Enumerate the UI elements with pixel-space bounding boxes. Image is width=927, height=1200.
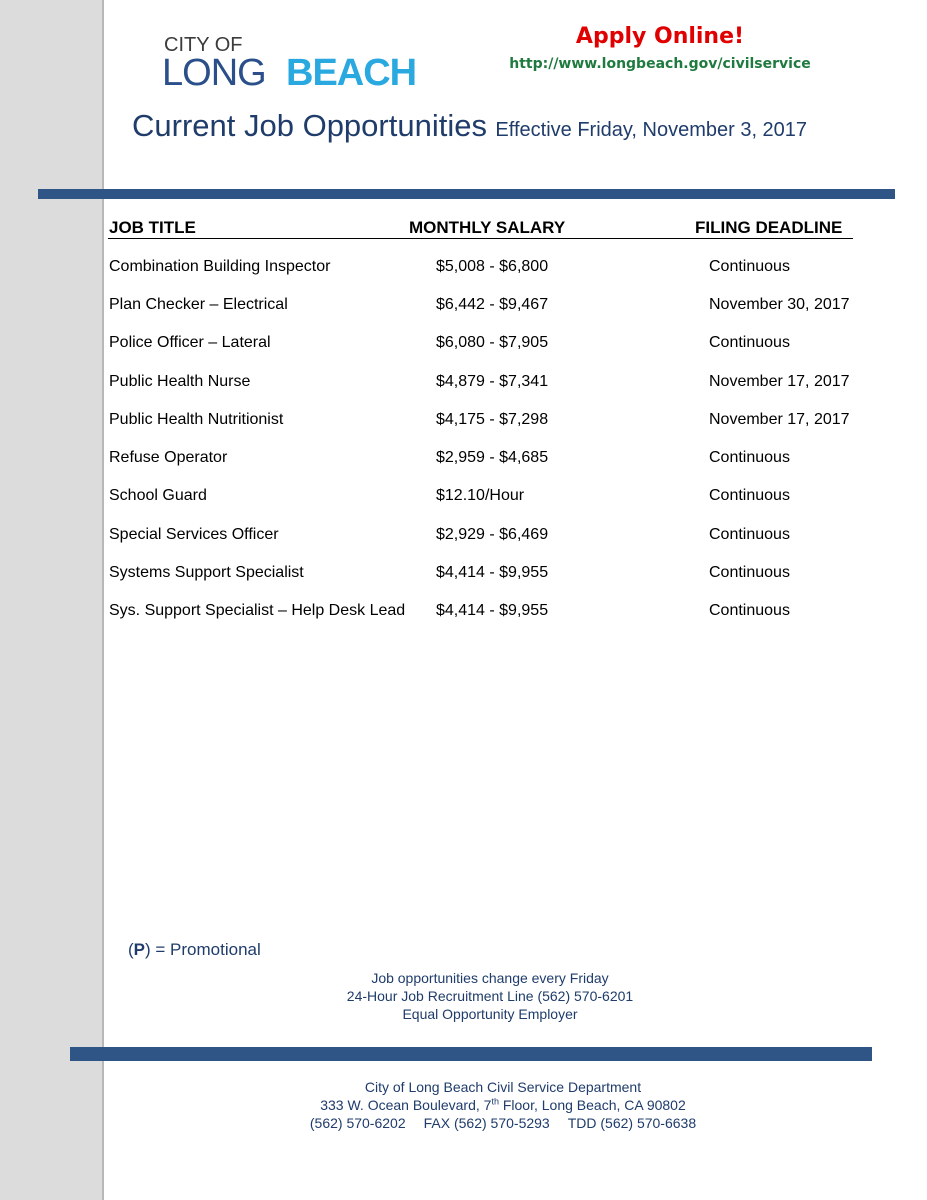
logo-long: LONG bbox=[162, 52, 266, 94]
left-margin-divider bbox=[102, 0, 104, 1200]
table-row bbox=[0, 334, 927, 358]
filing-deadline: Continuous bbox=[709, 526, 790, 543]
footer-address bbox=[203, 1096, 803, 1114]
footer-tdd: TDD (562) 570-6638 bbox=[567, 1115, 697, 1131]
job-title: Special Services Officer bbox=[109, 526, 279, 543]
filing-deadline: November 17, 2017 bbox=[709, 411, 850, 428]
filing-deadline: November 17, 2017 bbox=[709, 373, 850, 390]
table-row bbox=[0, 487, 927, 511]
apply-online-title: Apply Online! bbox=[575, 24, 745, 49]
footer-contact bbox=[203, 1078, 803, 1132]
page-title bbox=[132, 108, 807, 144]
footer-address-b: Floor, Long Beach, CA 90802 bbox=[498, 1097, 686, 1113]
footer-phone: (562) 570-6202 bbox=[309, 1115, 406, 1131]
logo-city-of: CITY OF bbox=[164, 34, 243, 56]
monthly-salary: $4,414 - $9,955 bbox=[436, 564, 549, 581]
filing-deadline: Continuous bbox=[709, 564, 790, 581]
filing-deadline: Continuous bbox=[709, 334, 790, 351]
job-title: Public Health Nutritionist bbox=[109, 411, 284, 428]
job-title: Police Officer – Lateral bbox=[109, 334, 271, 351]
table-row bbox=[0, 449, 927, 473]
promo-open: ( bbox=[128, 940, 134, 959]
table-row bbox=[0, 564, 927, 588]
city-logo bbox=[162, 34, 422, 94]
table-row bbox=[0, 373, 927, 397]
monthly-salary: $4,879 - $7,341 bbox=[436, 373, 549, 390]
job-title: School Guard bbox=[109, 487, 207, 504]
footer-dept: City of Long Beach Civil Service Department bbox=[364, 1079, 642, 1095]
header-job-title: JOB TITLE bbox=[109, 218, 196, 237]
job-title: Combination Building Inspector bbox=[109, 258, 331, 275]
header-monthly-salary: MONTHLY SALARY bbox=[409, 218, 566, 237]
effective-date: Effective Friday, November 3, 2017 bbox=[495, 119, 808, 141]
monthly-salary: $4,175 - $7,298 bbox=[436, 411, 549, 428]
monthly-salary: $6,442 - $9,467 bbox=[436, 296, 549, 313]
promo-rest: ) = Promotional bbox=[145, 940, 261, 959]
promotional-legend bbox=[128, 940, 261, 960]
header-filing-deadline: FILING DEADLINE bbox=[695, 218, 843, 237]
footer-address-sup: th bbox=[491, 1096, 499, 1107]
apply-online-link[interactable]: http://www.longbeach.gov/civilservice bbox=[509, 56, 811, 72]
table-row bbox=[0, 296, 927, 320]
job-title: Systems Support Specialist bbox=[109, 564, 304, 581]
job-title: Refuse Operator bbox=[109, 449, 228, 466]
monthly-salary: $2,929 - $6,469 bbox=[436, 526, 549, 543]
left-margin-band bbox=[0, 0, 102, 1200]
info-line-eoe: Equal Opportunity Employer bbox=[402, 1006, 578, 1022]
job-title: Sys. Support Specialist – Help Desk Lead bbox=[109, 602, 406, 619]
monthly-salary: $2,959 - $4,685 bbox=[436, 449, 549, 466]
monthly-salary: $12.10/Hour bbox=[436, 487, 525, 504]
job-title: Plan Checker – Electrical bbox=[109, 296, 288, 313]
monthly-salary: $5,008 - $6,800 bbox=[436, 258, 549, 275]
filing-deadline: Continuous bbox=[709, 258, 790, 275]
monthly-salary: $6,080 - $7,905 bbox=[436, 334, 549, 351]
table-row bbox=[0, 602, 927, 626]
footer-address-a: 333 W. Ocean Boulevard, 7 bbox=[320, 1097, 492, 1113]
logo-beach: BEACH bbox=[286, 52, 417, 94]
table-row bbox=[0, 526, 927, 550]
filing-deadline: November 30, 2017 bbox=[709, 296, 850, 313]
info-line-recruitment: 24-Hour Job Recruitment Line (562) 570-6201 bbox=[346, 988, 634, 1004]
header-underline bbox=[108, 238, 853, 239]
filing-deadline: Continuous bbox=[709, 487, 790, 504]
monthly-salary: $4,414 - $9,955 bbox=[436, 602, 549, 619]
info-line-change: Job opportunities change every Friday bbox=[371, 970, 609, 986]
filing-deadline: Continuous bbox=[709, 449, 790, 466]
table-row bbox=[0, 258, 927, 282]
bottom-divider-bar bbox=[70, 1047, 872, 1061]
page-title-main: Current Job Opportunities bbox=[132, 108, 487, 143]
job-title: Public Health Nurse bbox=[109, 373, 251, 390]
footer-fax: FAX (562) 570-5293 bbox=[423, 1115, 550, 1131]
top-divider-bar bbox=[38, 189, 895, 199]
filing-deadline: Continuous bbox=[709, 602, 790, 619]
footer-phones bbox=[203, 1114, 803, 1132]
info-block bbox=[190, 969, 790, 1023]
promo-letter: P bbox=[133, 940, 146, 959]
table-row bbox=[0, 411, 927, 435]
